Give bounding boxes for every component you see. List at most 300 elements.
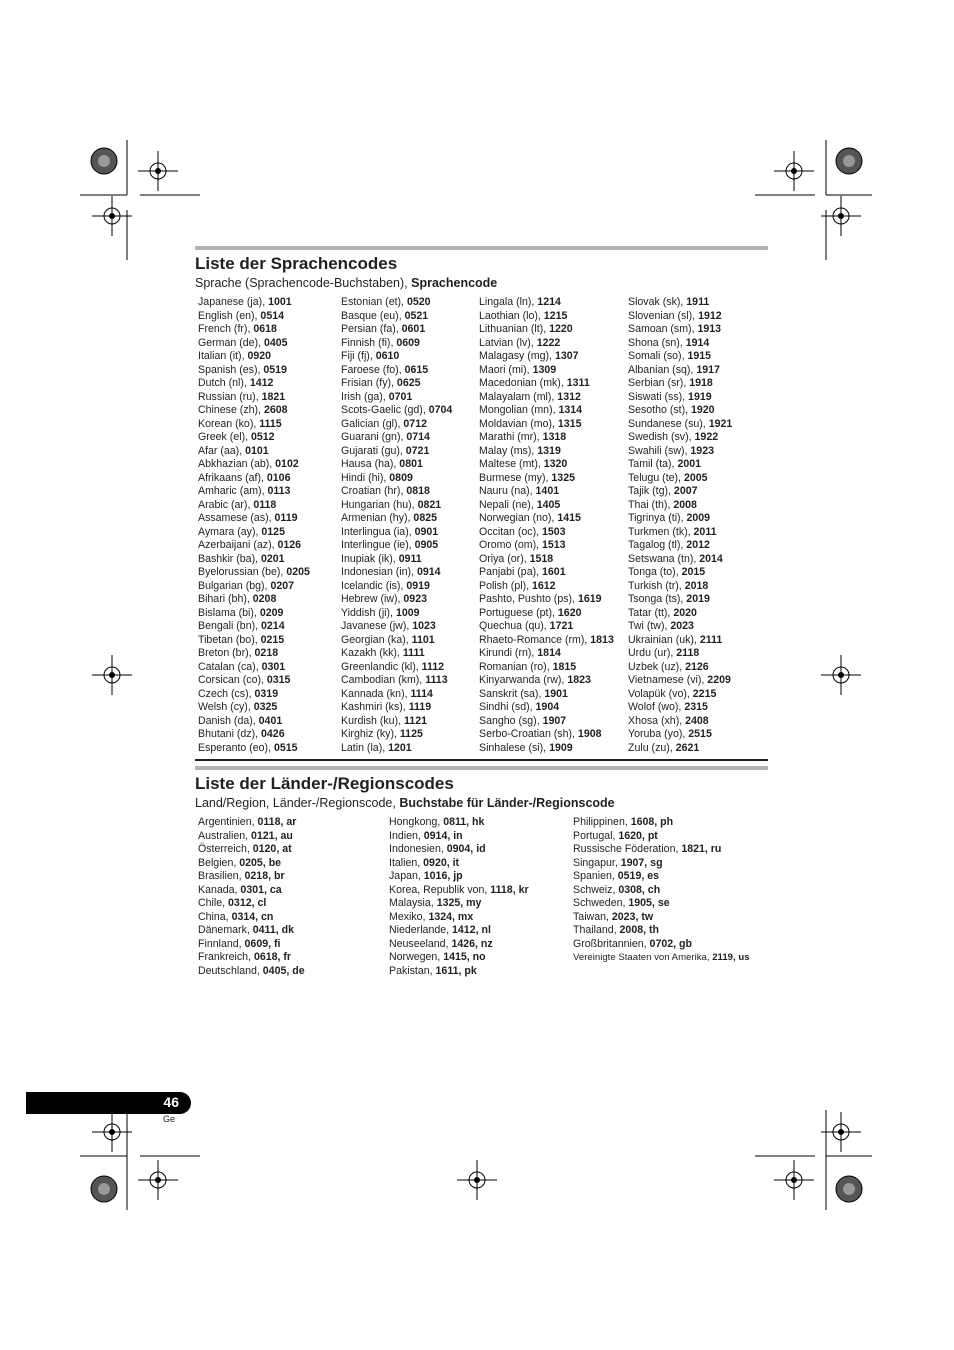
list-item bbox=[341, 472, 479, 486]
entry-name: Lithuanian (lt), bbox=[479, 323, 550, 335]
entry-name: Irish (ga), bbox=[341, 390, 389, 403]
entry-code: 0911 bbox=[398, 552, 422, 565]
entry-code: 0118 bbox=[253, 498, 277, 511]
code-column bbox=[389, 816, 573, 978]
list-item bbox=[628, 553, 768, 567]
entry-name: Gujarati (gu), bbox=[341, 444, 406, 457]
entry-name: Portugal, bbox=[573, 829, 619, 842]
list-item bbox=[341, 688, 479, 702]
list-item bbox=[198, 377, 341, 391]
entry-code: 0610 bbox=[375, 350, 400, 362]
entry-name: Croatian (hr), bbox=[341, 485, 407, 497]
entry-code: 1608, ph bbox=[630, 816, 674, 828]
entry-code: 2019 bbox=[686, 593, 710, 605]
list-item bbox=[628, 661, 768, 675]
entry-name: Italian (it), bbox=[198, 350, 248, 362]
list-item bbox=[479, 337, 628, 351]
entry-name: Vietnamese (vi), bbox=[628, 674, 708, 686]
entry-name: Serbian (sr), bbox=[628, 377, 690, 389]
entry-name: Italien, bbox=[389, 856, 424, 869]
list-item bbox=[389, 884, 573, 898]
list-item bbox=[341, 364, 479, 378]
entry-code: 0512 bbox=[250, 431, 275, 443]
entry-code: 0701 bbox=[388, 390, 413, 403]
entry-code: 1415, no bbox=[443, 951, 486, 963]
entry-code: 2408 bbox=[685, 714, 709, 727]
entry-name: Sundanese (su), bbox=[628, 417, 709, 430]
list-item bbox=[479, 661, 628, 675]
entry-name: Zulu (zu), bbox=[628, 741, 676, 754]
entry-code: 0312, cl bbox=[228, 897, 267, 909]
list-item bbox=[628, 391, 768, 405]
entry-code: 1912 bbox=[698, 309, 722, 322]
entry-name: Interlingue (ie), bbox=[341, 539, 415, 551]
entry-code: 0521 bbox=[404, 309, 429, 322]
entry-name: Burmese (my), bbox=[479, 471, 552, 484]
entry-code: 0113 bbox=[267, 485, 291, 497]
entry-name: Marathi (mr), bbox=[479, 431, 543, 443]
entry-code: 2015 bbox=[681, 566, 706, 578]
entry-code: 2118 bbox=[676, 647, 700, 659]
list-item bbox=[573, 816, 768, 830]
entry-name: Taiwan, bbox=[573, 910, 612, 923]
entry-code: 1315 bbox=[557, 417, 582, 430]
list-item bbox=[341, 391, 479, 405]
list-item bbox=[341, 620, 479, 634]
list-item bbox=[479, 296, 628, 310]
list-item bbox=[198, 458, 341, 472]
list-item bbox=[198, 816, 389, 830]
entry-code: 0519, es bbox=[617, 870, 660, 882]
list-item bbox=[628, 593, 768, 607]
entry-code: 1215 bbox=[543, 309, 568, 322]
entry-code: 1118, kr bbox=[490, 883, 529, 896]
entry-name: Thai (th), bbox=[628, 498, 674, 511]
list-item bbox=[198, 634, 341, 648]
entry-code: 0401 bbox=[258, 714, 283, 727]
entry-code: 1325 bbox=[551, 471, 575, 484]
list-item bbox=[198, 715, 341, 729]
entry-code: 0208 bbox=[252, 593, 277, 605]
entry-name: Icelandic (is), bbox=[341, 579, 407, 592]
list-item bbox=[479, 512, 628, 526]
entry-code: 0301 bbox=[261, 660, 286, 673]
list-item bbox=[198, 870, 389, 884]
entry-name: Hindi (hi), bbox=[341, 471, 390, 484]
list-item bbox=[341, 458, 479, 472]
entry-name: Japanese (ja), bbox=[198, 296, 269, 308]
entry-name: Malay (ms), bbox=[479, 444, 538, 457]
entry-code: 1119 bbox=[408, 701, 432, 713]
list-item bbox=[198, 701, 341, 715]
entry-code: 0126 bbox=[277, 539, 302, 551]
list-item bbox=[341, 323, 479, 337]
entry-name: Afrikaans (af), bbox=[198, 471, 267, 484]
entry-code: 0209 bbox=[259, 606, 284, 619]
list-item bbox=[198, 647, 341, 661]
entry-name: Uzbek (uz), bbox=[628, 660, 686, 673]
list-item bbox=[389, 965, 573, 979]
list-item bbox=[198, 310, 341, 324]
list-item bbox=[628, 688, 768, 702]
country-codes-section bbox=[195, 766, 768, 978]
entry-code: 1901 bbox=[544, 687, 568, 700]
entry-name: Faroese (fo), bbox=[341, 363, 405, 376]
entry-code: 2007 bbox=[673, 485, 698, 497]
entry-name: Malayalam (ml), bbox=[479, 390, 558, 403]
entry-code: 1908 bbox=[577, 728, 602, 740]
entry-code: 1914 bbox=[685, 336, 710, 349]
entry-name: Afar (aa), bbox=[198, 444, 246, 457]
entry-name: Hungarian (hu), bbox=[341, 498, 418, 511]
list-item bbox=[628, 445, 768, 459]
entry-name: China, bbox=[198, 910, 232, 923]
list-item bbox=[389, 870, 573, 884]
list-item bbox=[479, 377, 628, 391]
entry-code: 1314 bbox=[558, 404, 583, 416]
entry-code: 1503 bbox=[542, 525, 566, 538]
entry-code: 1412 bbox=[249, 377, 274, 389]
list-item bbox=[479, 431, 628, 445]
entry-name: Urdu (ur), bbox=[628, 647, 677, 659]
list-item bbox=[198, 418, 341, 432]
list-item bbox=[198, 951, 389, 965]
list-item bbox=[479, 728, 628, 742]
entry-code: 0704 bbox=[428, 404, 453, 416]
entry-code: 1101 bbox=[411, 633, 435, 646]
entry-name: Korean (ko), bbox=[198, 417, 260, 430]
entry-code: 2608 bbox=[263, 404, 288, 416]
entry-name: Swahili (sw), bbox=[628, 444, 691, 457]
entry-code: 2009 bbox=[686, 512, 711, 524]
entry-name: Spanien, bbox=[573, 870, 618, 882]
entry-name: Niederlande, bbox=[389, 924, 453, 936]
list-item bbox=[389, 938, 573, 952]
entry-code: 1222 bbox=[536, 336, 561, 349]
list-item bbox=[198, 472, 341, 486]
list-item bbox=[479, 418, 628, 432]
entry-name: Inupiak (ik), bbox=[341, 552, 399, 565]
list-item bbox=[341, 512, 479, 526]
entry-name: Slovenian (sl), bbox=[628, 309, 699, 322]
entry-code: 0411, dk bbox=[252, 924, 294, 936]
list-item bbox=[479, 715, 628, 729]
entry-code: 1815 bbox=[552, 660, 577, 673]
list-item bbox=[628, 701, 768, 715]
list-item bbox=[628, 566, 768, 580]
entry-name: Galician (gl), bbox=[341, 417, 404, 430]
list-item bbox=[479, 364, 628, 378]
entry-code: 2023 bbox=[670, 620, 694, 632]
entry-name: Vereinigte Staaten von Amerika, bbox=[573, 952, 713, 963]
country-codes-title: Liste der Länder-/Regionscodes bbox=[195, 774, 454, 793]
entry-code: 1405 bbox=[536, 498, 561, 511]
list-item bbox=[628, 323, 768, 337]
entry-name: Tigrinya (ti), bbox=[628, 512, 687, 524]
entry-name: Kanada, bbox=[198, 883, 241, 896]
entry-code: 1513 bbox=[541, 539, 566, 551]
list-item bbox=[198, 296, 341, 310]
list-item bbox=[573, 870, 768, 884]
entry-code: 0519 bbox=[263, 363, 287, 376]
list-item bbox=[341, 715, 479, 729]
list-item bbox=[573, 924, 768, 938]
list-item bbox=[341, 499, 479, 513]
entry-code: 0101 bbox=[245, 444, 269, 457]
entry-name: Latin (la), bbox=[341, 741, 389, 754]
entry-name: Esperanto (eo), bbox=[198, 741, 274, 754]
entry-name: Guarani (gn), bbox=[341, 431, 407, 443]
entry-name: Sangho (sg), bbox=[479, 714, 543, 727]
entry-name: Indonesien, bbox=[389, 843, 447, 855]
list-item bbox=[341, 526, 479, 540]
language-codes-subtitle: Sprache (Sprachencode-Buchstaben), Sprachencode bbox=[195, 276, 498, 290]
entry-code: 0920 bbox=[247, 350, 272, 362]
entry-name: Belgien, bbox=[198, 856, 240, 869]
entry-name: Bulgarian (bg), bbox=[198, 579, 271, 592]
entry-code: 0319 bbox=[254, 687, 279, 700]
list-item bbox=[341, 377, 479, 391]
entry-name: Pashto, Pushto (ps), bbox=[479, 593, 578, 605]
entry-code: 1813 bbox=[590, 633, 614, 646]
entry-name: Azerbaijani (az), bbox=[198, 539, 278, 551]
list-item bbox=[198, 431, 341, 445]
list-item bbox=[628, 337, 768, 351]
entry-code: 1814 bbox=[537, 647, 561, 659]
list-item bbox=[198, 499, 341, 513]
list-item bbox=[628, 526, 768, 540]
entry-code: 0923 bbox=[403, 593, 427, 605]
entry-code: 0119 bbox=[274, 512, 298, 524]
list-item bbox=[628, 404, 768, 418]
entry-code: 1611, pk bbox=[435, 964, 477, 977]
entry-code: 1111 bbox=[402, 647, 425, 659]
entry-code: 2012 bbox=[686, 539, 710, 551]
entry-code: 0102 bbox=[275, 458, 299, 470]
entry-code: 2018 bbox=[684, 579, 709, 592]
entry-code: 0712 bbox=[403, 417, 427, 430]
country-codes-subtitle: Land/Region, Länder-/Regionscode, Buchstabe für Länder-/Regionscode bbox=[195, 796, 615, 810]
language-codes-section bbox=[195, 246, 768, 761]
entry-name: Sindhi (sd), bbox=[479, 701, 536, 713]
entry-name: Russische Föderation, bbox=[573, 843, 682, 855]
entry-code: 0118, ar bbox=[257, 816, 297, 828]
list-item bbox=[479, 593, 628, 607]
list-item bbox=[341, 485, 479, 499]
list-item bbox=[198, 539, 341, 553]
entry-code: 1907 bbox=[542, 714, 567, 727]
list-item bbox=[198, 512, 341, 526]
list-item bbox=[341, 404, 479, 418]
entry-name: Mexiko, bbox=[389, 910, 429, 923]
entry-code: 0205 bbox=[286, 566, 310, 578]
list-item bbox=[341, 296, 479, 310]
entry-name: Rhaeto-Romance (rm), bbox=[479, 633, 591, 646]
entry-code: 1112 bbox=[421, 660, 445, 673]
entry-name: Schweden, bbox=[573, 897, 629, 909]
entry-code: 0618 bbox=[253, 323, 277, 335]
list-item bbox=[479, 404, 628, 418]
list-item bbox=[628, 310, 768, 324]
list-item bbox=[198, 620, 341, 634]
entry-code: 1821 bbox=[261, 390, 286, 403]
entry-code: 0120, at bbox=[252, 843, 292, 855]
entry-name: Javanese (jw), bbox=[341, 620, 413, 632]
entry-code: 0618, fr bbox=[253, 951, 292, 963]
entry-name: Sesotho (st), bbox=[628, 404, 691, 416]
entry-name: Breton (br), bbox=[198, 647, 255, 659]
entry-code: 0721 bbox=[405, 444, 430, 457]
entry-code: 1913 bbox=[697, 323, 722, 335]
list-item bbox=[479, 634, 628, 648]
entry-code: 1001 bbox=[268, 296, 292, 308]
entry-name: Albanian (sq), bbox=[628, 363, 697, 376]
list-item bbox=[479, 526, 628, 540]
entry-code: 1401 bbox=[535, 485, 560, 497]
entry-name: German (de), bbox=[198, 336, 264, 349]
list-item bbox=[389, 843, 573, 857]
entry-code: 0825 bbox=[413, 512, 437, 524]
entry-code: 1923 bbox=[690, 444, 714, 457]
entry-name: Kirghiz (ky), bbox=[341, 728, 400, 740]
entry-code: 2014 bbox=[699, 552, 723, 565]
code-column bbox=[628, 296, 768, 755]
list-item bbox=[198, 485, 341, 499]
list-item bbox=[628, 485, 768, 499]
entry-code: 0315 bbox=[266, 674, 291, 686]
entry-name: Somali (so), bbox=[628, 350, 688, 362]
entry-name: Chinese (zh), bbox=[198, 404, 264, 416]
list-item bbox=[628, 742, 768, 756]
entry-code: 1907, sg bbox=[620, 856, 663, 869]
list-item bbox=[198, 911, 389, 925]
entry-code: 0218 bbox=[254, 647, 279, 659]
list-item bbox=[198, 728, 341, 742]
entry-name: Wolof (wo), bbox=[628, 701, 685, 713]
entry-name: Portuguese (pt), bbox=[479, 606, 558, 619]
code-column bbox=[195, 296, 341, 755]
entry-name: Occitan (oc), bbox=[479, 525, 542, 538]
entry-name: Tonga (to), bbox=[628, 566, 682, 578]
entry-name: Oromo (om), bbox=[479, 539, 542, 551]
list-item bbox=[628, 431, 768, 445]
entry-code: 1917 bbox=[696, 363, 720, 376]
entry-name: Bhutani (dz), bbox=[198, 728, 262, 740]
entry-code: 0609, fi bbox=[244, 937, 281, 950]
entry-name: Australien, bbox=[198, 829, 251, 842]
entry-name: Japan, bbox=[389, 870, 424, 882]
entry-code: 1312 bbox=[557, 390, 581, 403]
entry-code: 0811, hk bbox=[443, 816, 485, 828]
list-item bbox=[573, 951, 768, 965]
entry-name: Frisian (fy), bbox=[341, 377, 397, 389]
entry-name: Aymara (ay), bbox=[198, 525, 262, 538]
entry-name: Macedonian (mk), bbox=[479, 377, 567, 389]
entry-code: 1620 bbox=[557, 606, 582, 619]
list-item bbox=[479, 391, 628, 405]
list-item bbox=[341, 742, 479, 756]
list-item bbox=[341, 593, 479, 607]
entry-name: Sinhalese (si), bbox=[479, 741, 550, 754]
entry-code: 1319 bbox=[537, 444, 561, 457]
list-item bbox=[628, 458, 768, 472]
entry-name: Persian (fa), bbox=[341, 323, 402, 335]
entry-name: Slovak (sk), bbox=[628, 296, 687, 308]
entry-name: Dutch (nl), bbox=[198, 377, 250, 389]
list-item bbox=[479, 647, 628, 661]
entry-code: 2119, us bbox=[712, 952, 750, 963]
entry-code: 2001 bbox=[677, 458, 702, 470]
list-item bbox=[198, 337, 341, 351]
entry-name: Interlingua (ia), bbox=[341, 525, 415, 538]
entry-name: Spanish (es), bbox=[198, 363, 264, 376]
entry-code: 1214 bbox=[537, 296, 561, 308]
entry-name: Lingala (ln), bbox=[479, 296, 538, 308]
entry-code: 0405 bbox=[263, 336, 288, 349]
list-item bbox=[341, 674, 479, 688]
page-number: 46 bbox=[163, 1094, 179, 1110]
entry-name: Tibetan (bo), bbox=[198, 633, 261, 646]
list-item bbox=[628, 350, 768, 364]
list-item bbox=[198, 857, 389, 871]
entry-name: Panjabi (pa), bbox=[479, 566, 543, 578]
entry-code: 1201 bbox=[388, 741, 412, 754]
entry-code: 0214 bbox=[261, 620, 285, 632]
entry-code: 2315 bbox=[684, 701, 708, 713]
entry-name: Frankreich, bbox=[198, 951, 254, 963]
entry-name: Kinyarwanda (rw), bbox=[479, 674, 568, 686]
entry-name: Abkhazian (ab), bbox=[198, 458, 276, 470]
list-item bbox=[479, 701, 628, 715]
entry-name: Philippinen, bbox=[573, 816, 631, 828]
entry-name: Kurdish (ku), bbox=[341, 714, 404, 727]
entry-name: Norwegen, bbox=[389, 951, 444, 963]
entry-name: Finnland, bbox=[198, 937, 245, 950]
language-codes-title: Liste der Sprachencodes bbox=[195, 254, 398, 273]
entry-code: 1920 bbox=[691, 404, 715, 416]
entry-name: Danish (da), bbox=[198, 714, 259, 727]
entry-name: Kirundi (rn), bbox=[479, 647, 538, 659]
list-item bbox=[479, 310, 628, 324]
code-column bbox=[479, 296, 628, 755]
entry-name: Twi (tw), bbox=[628, 620, 671, 632]
list-item bbox=[628, 377, 768, 391]
entry-code: 0821 bbox=[417, 498, 442, 511]
entry-name: Telugu (te), bbox=[628, 471, 684, 484]
entry-code: 1601 bbox=[542, 566, 566, 578]
list-item bbox=[198, 674, 341, 688]
list-item bbox=[198, 580, 341, 594]
list-item bbox=[341, 350, 479, 364]
list-item bbox=[628, 620, 768, 634]
entry-name: Indien, bbox=[389, 829, 424, 842]
entry-name: Indonesian (in), bbox=[341, 566, 417, 578]
entry-code: 0809 bbox=[389, 471, 413, 484]
entry-code: 0125 bbox=[261, 525, 285, 538]
entry-name: Byelorussian (be), bbox=[198, 566, 287, 578]
entry-name: Volapük (vo), bbox=[628, 687, 693, 700]
entry-code: 0106 bbox=[266, 471, 291, 484]
entry-code: 0609 bbox=[396, 336, 420, 349]
entry-code: 0215 bbox=[260, 633, 285, 646]
entry-name: Bengali (bn), bbox=[198, 620, 262, 632]
entry-code: 1821, ru bbox=[681, 843, 722, 855]
entry-code: 1115 bbox=[259, 417, 282, 430]
entry-name: Singapur, bbox=[573, 856, 621, 869]
list-item bbox=[479, 620, 628, 634]
entry-name: Polish (pl), bbox=[479, 579, 532, 592]
list-item bbox=[479, 674, 628, 688]
